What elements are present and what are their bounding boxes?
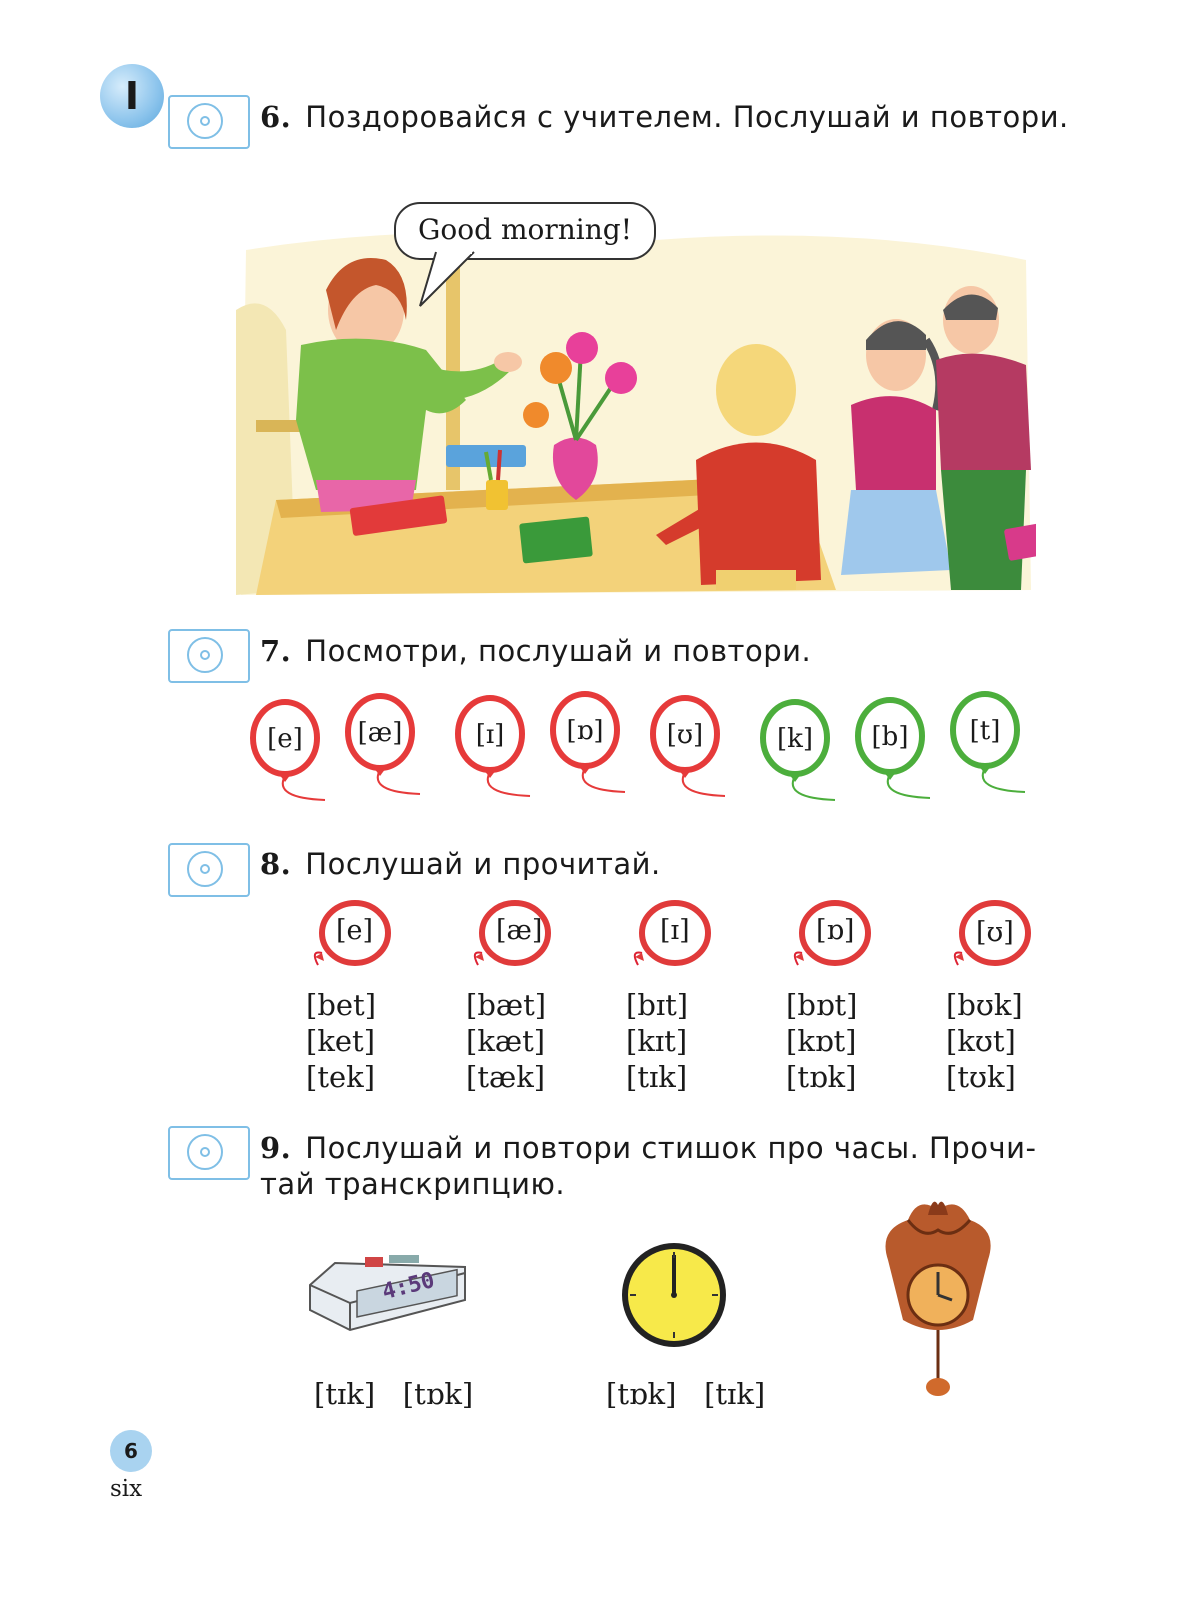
reading-column [460, 895, 600, 1095]
sound-label: [e] [336, 915, 374, 946]
unit-badge: I [100, 64, 164, 128]
page-number-word: six [110, 1476, 143, 1502]
sound-label: [ɒ] [816, 915, 855, 946]
balloon-sound-label: [e] [267, 724, 303, 754]
task-text: Послушай и прочитай. [305, 847, 661, 881]
transcription-word: [kɒt] [786, 1024, 857, 1058]
transcription-word: [bʊk] [946, 988, 1023, 1022]
balloon-sound-label: [ʊ] [666, 720, 704, 750]
transcription-word: [tʊk] [946, 1060, 1016, 1094]
task-text: Послушай и повтори стишок про часы. Прочи- [305, 1131, 1037, 1165]
reading-columns [290, 895, 1050, 1100]
transcription-word: [bɪt] [626, 988, 689, 1022]
reading-column [300, 895, 440, 1095]
speech-bubble-text: Good morning! [418, 213, 632, 246]
audio-cd-icon[interactable] [168, 1126, 250, 1180]
balloon-icon [348, 696, 420, 794]
audio-cd-icon[interactable] [168, 95, 250, 149]
balloon-icon [553, 694, 625, 792]
digital-clock-display: 4:50 [379, 1267, 438, 1306]
transcription-word: [bet] [306, 988, 377, 1022]
balloon-icon [858, 700, 930, 798]
classroom-illustration [236, 190, 1036, 598]
reading-column [620, 895, 760, 1095]
audio-cd-icon[interactable] [168, 629, 250, 683]
clock-caption: [tɒk] [tɪk] [606, 1377, 766, 1411]
clock-caption: [tɪk] [tɒk] [314, 1377, 474, 1411]
task-7-heading [260, 633, 811, 669]
task-6-heading [260, 99, 1069, 135]
reading-column [940, 895, 1080, 1095]
balloon-icon [763, 702, 835, 800]
task-number: 7. [260, 634, 292, 668]
reading-column [780, 895, 920, 1095]
balloon-sound-label: [ɒ] [566, 716, 604, 746]
balloon-icon [458, 698, 530, 796]
balloon-icon [653, 698, 725, 796]
balloon-row [240, 690, 1040, 820]
task-number: 9. [260, 1131, 292, 1165]
wall-clock-icon [610, 1240, 740, 1350]
task-text-continued: тай транскрипцию. [260, 1167, 566, 1201]
balloon-icon [253, 702, 325, 800]
balloon-sound-label: [k] [776, 724, 814, 754]
balloon-sound-label: [b] [871, 722, 909, 752]
transcription-word: [bæt] [466, 988, 547, 1022]
sound-label: [æ] [496, 915, 543, 946]
transcription-word: [bɒt] [786, 988, 858, 1022]
sound-label: [ɪ] [660, 915, 690, 946]
transcription-word: [tɒk] [786, 1060, 857, 1094]
balloon-icon [953, 694, 1025, 792]
transcription-word: [kæt] [466, 1024, 546, 1058]
transcription-word: [kʊt] [946, 1024, 1016, 1058]
sound-label: [ʊ] [976, 917, 1014, 948]
task-number: 8. [260, 847, 292, 881]
transcription-word: [tek] [306, 1060, 376, 1094]
balloons-task7 [253, 694, 1025, 800]
task-text: Поздоровайся с учителем. Послушай и повтори. [305, 100, 1069, 134]
transcription-word: [tæk] [466, 1060, 546, 1094]
audio-cd-icon[interactable] [168, 843, 250, 897]
balloon-sound-label: [æ] [357, 718, 403, 748]
balloon-sound-label: [t] [969, 716, 1001, 746]
task-text: Посмотри, послушай и повтори. [305, 634, 812, 668]
transcription-word: [ket] [306, 1024, 376, 1058]
task-8-heading [260, 846, 661, 882]
transcription-word: [tɪk] [626, 1060, 688, 1094]
balloon-sound-label: [ɪ] [475, 720, 505, 750]
cuckoo-clock-icon [878, 1190, 998, 1400]
task-number: 6. [260, 100, 292, 134]
speech-bubble-tail [416, 250, 496, 310]
transcription-word: [kɪt] [626, 1024, 688, 1058]
page-number-badge: 6 [110, 1430, 152, 1472]
